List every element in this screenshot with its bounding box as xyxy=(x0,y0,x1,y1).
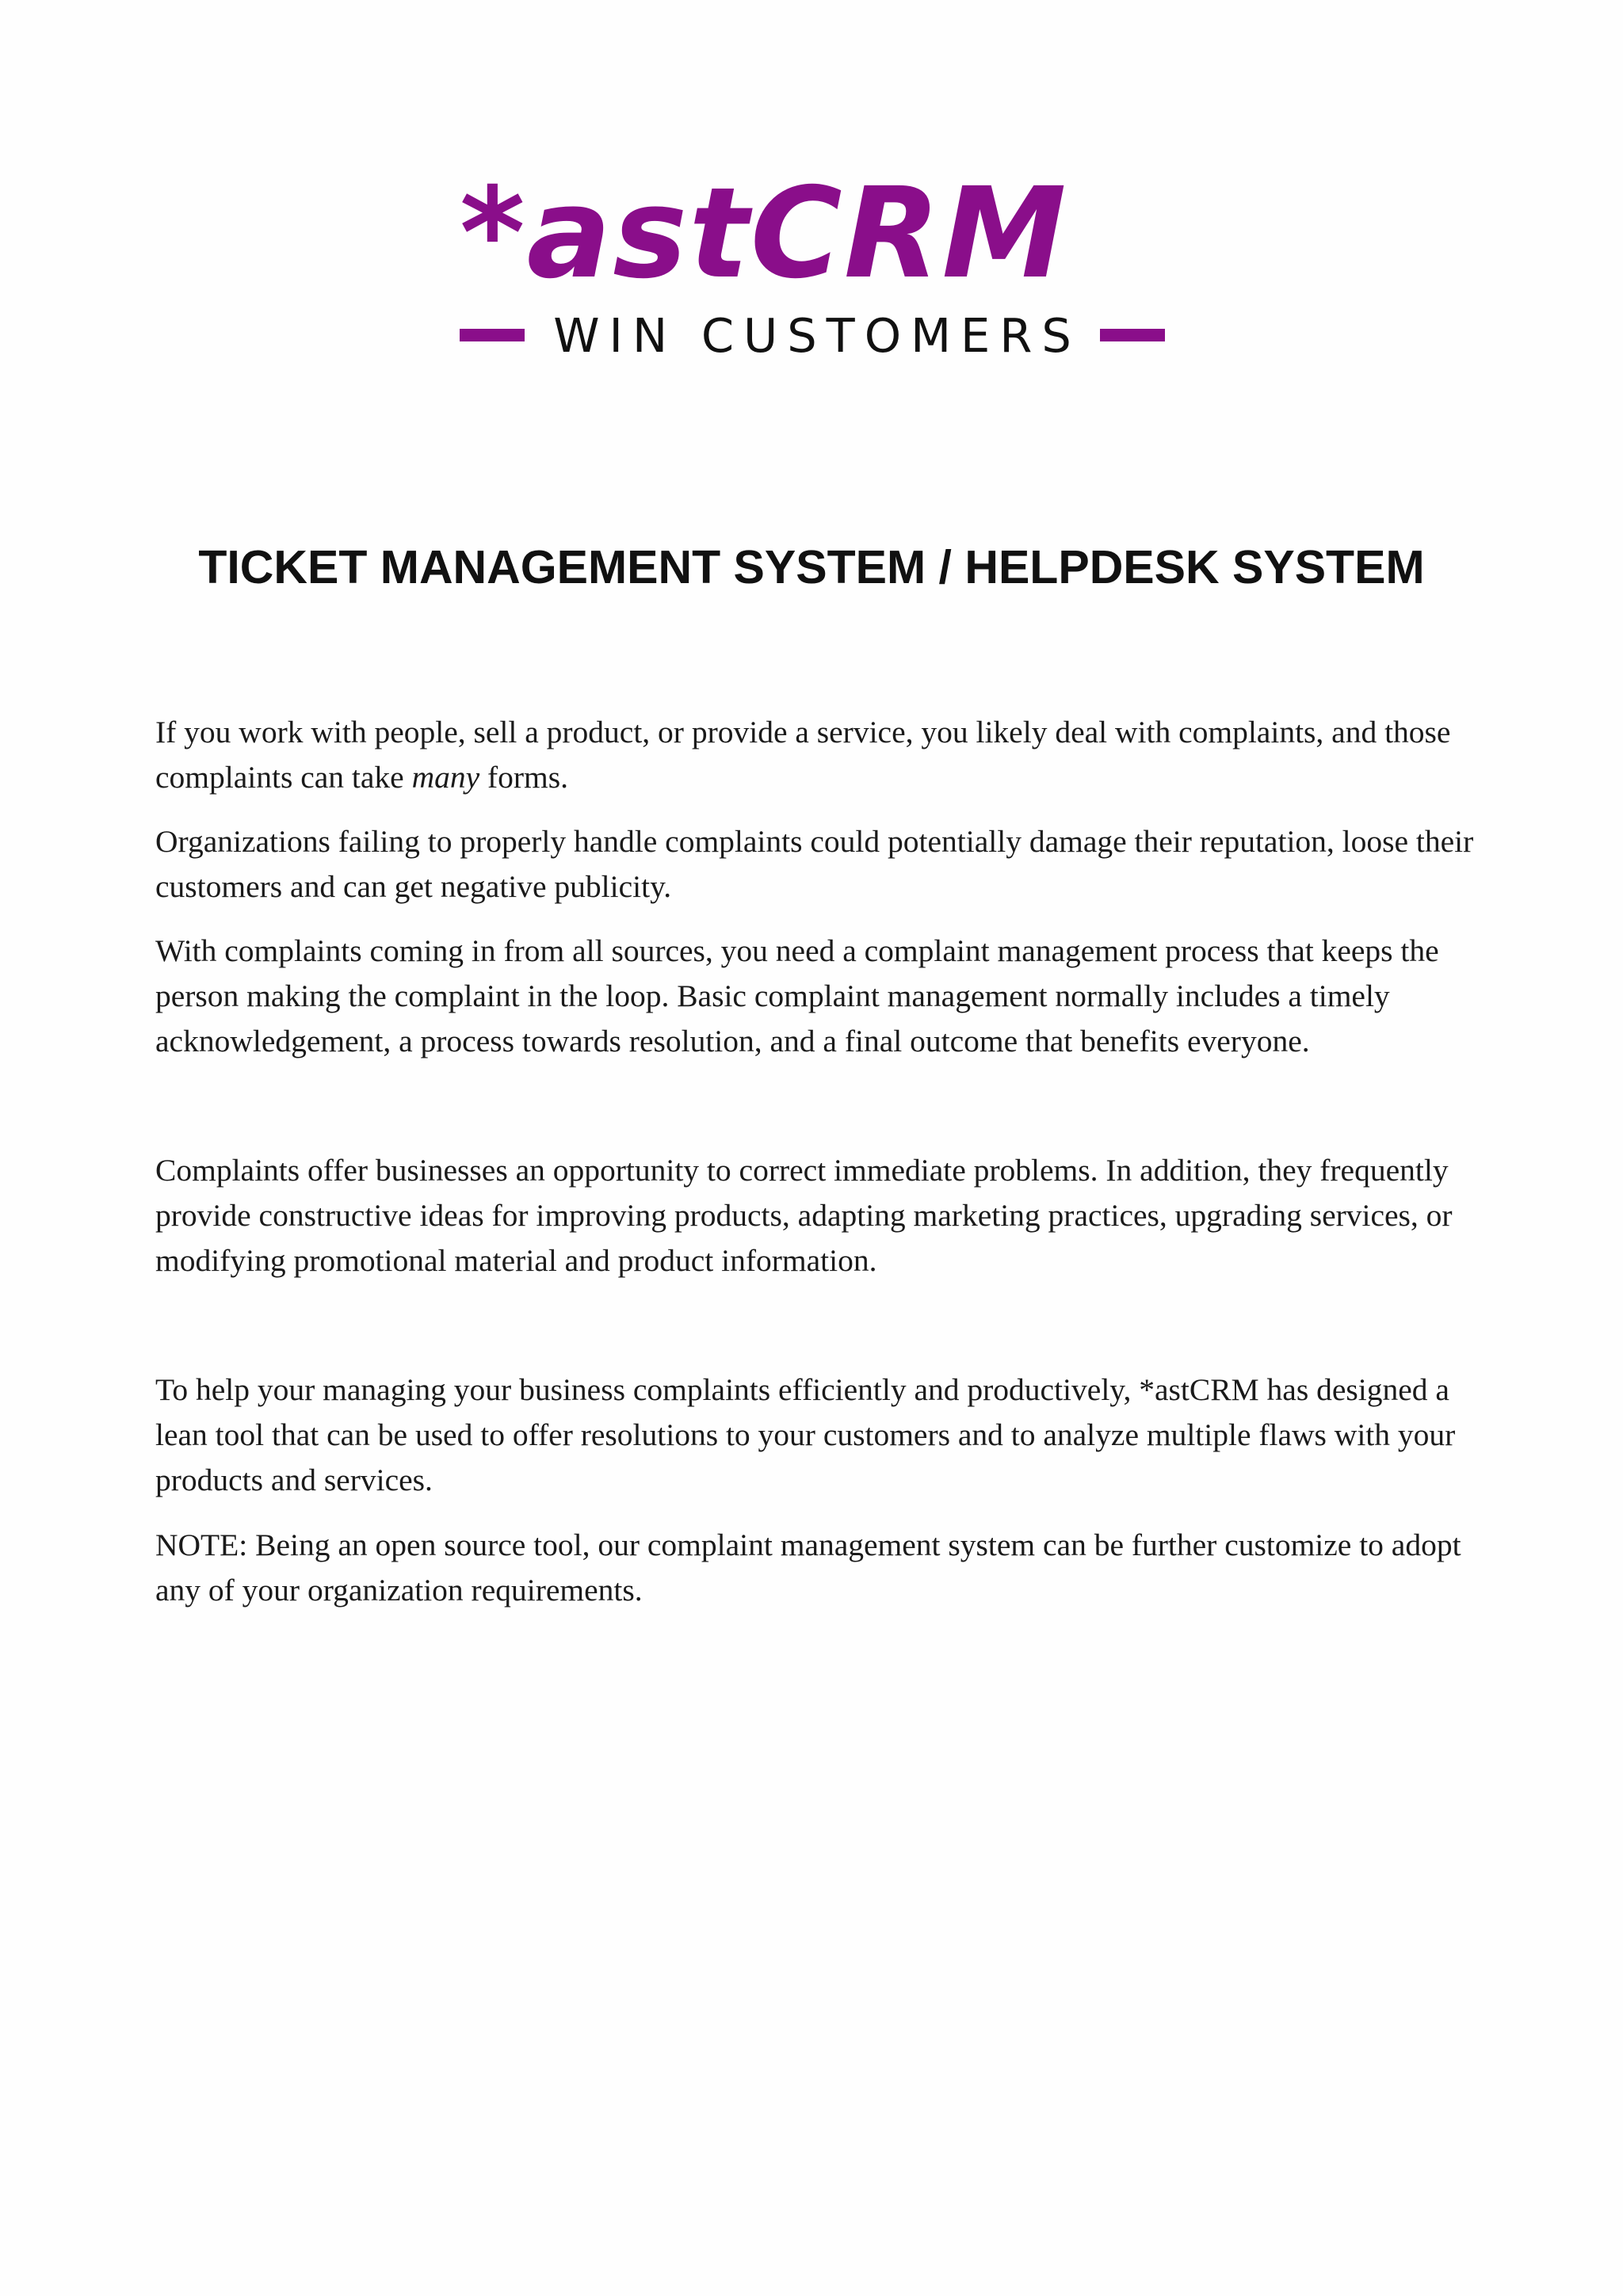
logo-left-bar xyxy=(460,329,525,341)
paragraph-1-text-a: If you work with people, sell a product, or provide a service, you likely deal with complaints, and those complaints can take xyxy=(155,715,1451,795)
paragraph-6: NOTE: Being an open source tool, our complaint management system can be further customize to adopt any of your organization requirements. xyxy=(155,1527,1461,1608)
paragraph-5: To help your managing your business complaints efficiently and productively, *astCRM has designed a lean tool that can be used to offer resolutions to your customers and to analyze multiple flaws with your products and services. xyxy=(155,1372,1456,1497)
logo-tagline: WIN CUSTOMERS xyxy=(553,307,1081,363)
paragraph-1-emphasis: many xyxy=(411,760,480,795)
paragraph-1-text-b: forms. xyxy=(479,760,569,795)
logo-right-bar xyxy=(1100,329,1165,341)
astcrm-logo xyxy=(460,161,1165,363)
paragraph-1 xyxy=(155,710,1479,800)
logo-wordmark: *astCRM xyxy=(460,161,1068,307)
paragraph-4: Complaints offer businesses an opportunity to correct immediate problems. In addition, they frequently provide constructive ideas for improving products, adapting marketing practices, upgrading services, or modifying promotional material and product information. xyxy=(155,1153,1453,1278)
document-title: TICKET MANAGEMENT SYSTEM / HELPDESK SYSTEM xyxy=(198,541,1425,593)
paragraph-3: With complaints coming in from all sources, you need a complaint management process that keeps the person making the complaint in the loop. Basic complaint management normally includes a timely acknowledgement, a process towards resolution, and a final outcome that benefits everyone. xyxy=(155,933,1439,1058)
logo-tagline-row xyxy=(460,307,1165,363)
paragraph-2: Organizations failing to properly handle complaints could potentially damage their reputation, loose their customers and can get negative publicity. xyxy=(155,824,1474,904)
